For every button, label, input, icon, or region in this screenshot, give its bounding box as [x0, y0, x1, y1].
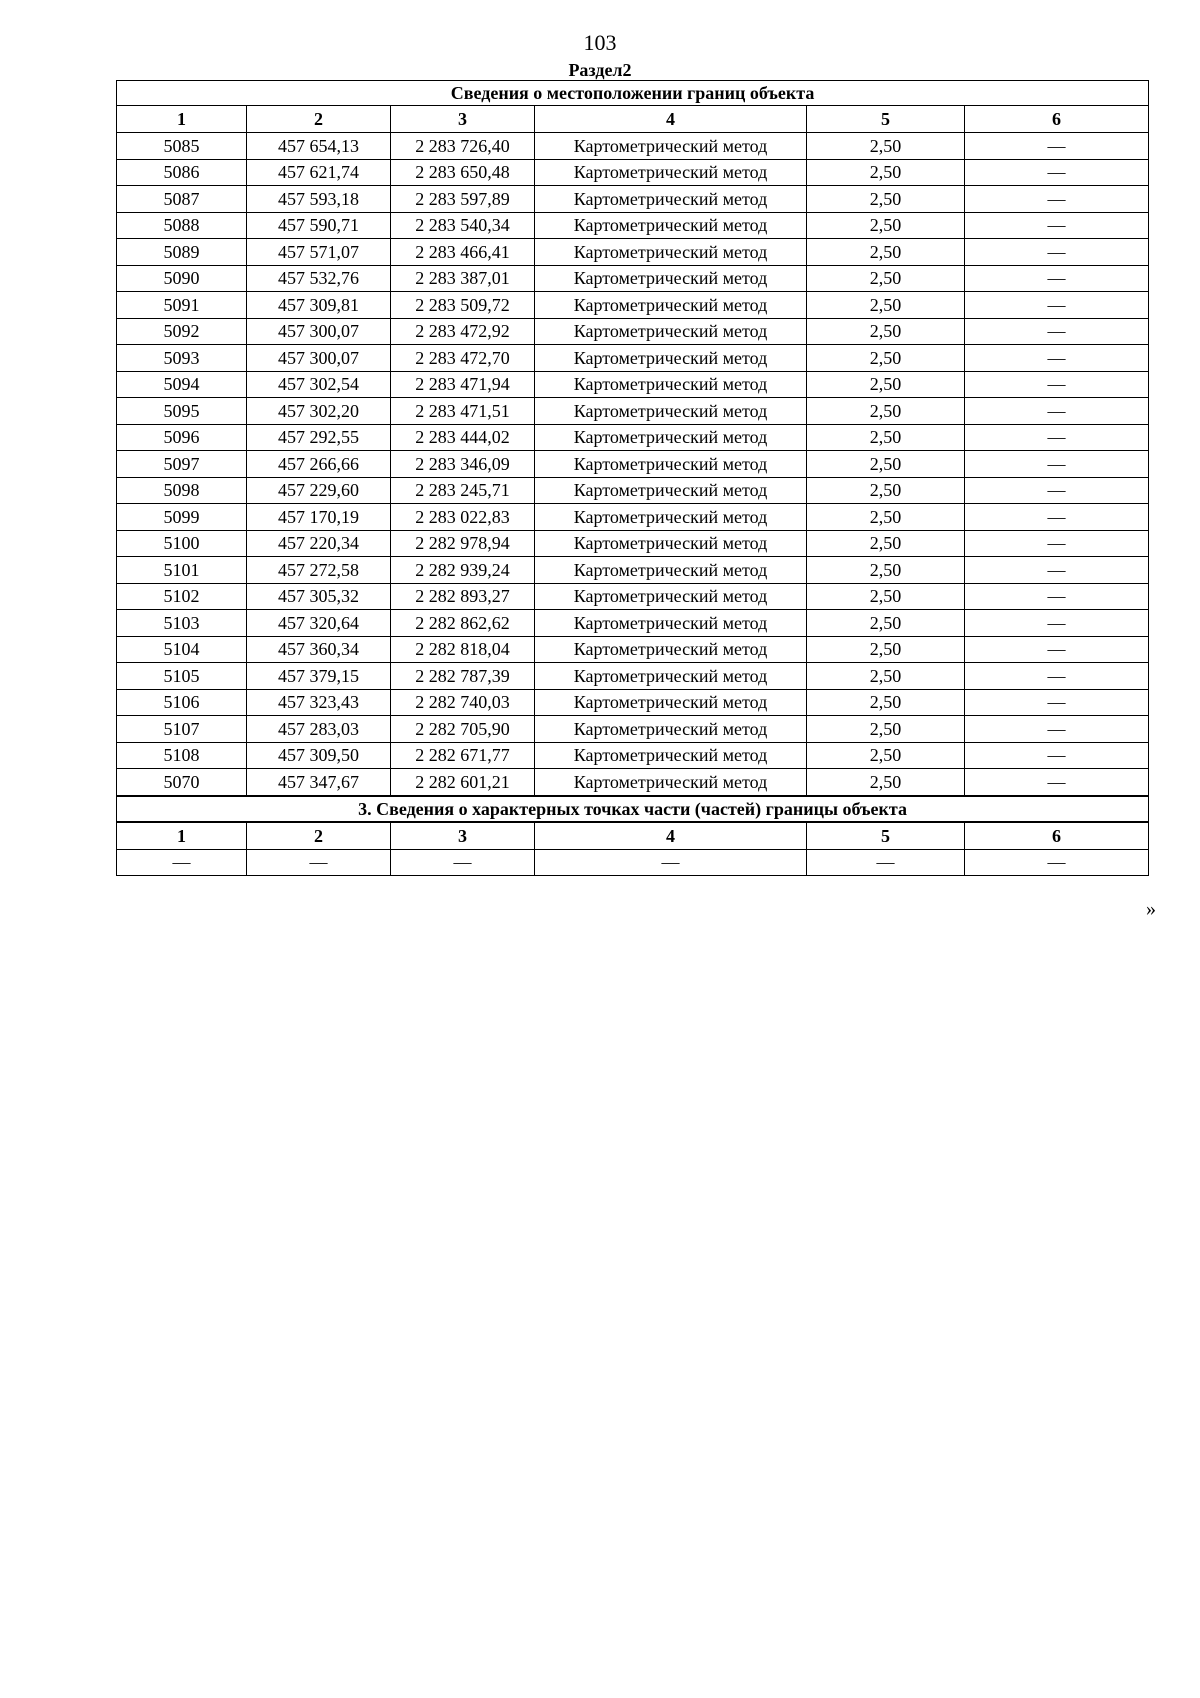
table-cell: 2,50 [807, 159, 965, 186]
table-cell: 2,50 [807, 212, 965, 239]
table-cell: Картометрический метод [535, 239, 807, 266]
column-number: 6 [965, 106, 1149, 133]
table1-title: Сведения о местоположении границ объекта [117, 81, 1149, 106]
table-cell: Картометрический метод [535, 345, 807, 372]
column-number: 6 [965, 822, 1149, 850]
table-cell: Картометрический метод [535, 769, 807, 796]
table-cell: — [965, 636, 1149, 663]
column-number: 1 [117, 822, 247, 850]
table-cell: 2 282 862,62 [391, 610, 535, 637]
table-cell: 2,50 [807, 265, 965, 292]
table-cell: 457 379,15 [247, 663, 391, 690]
table-cell: 2 282 787,39 [391, 663, 535, 690]
table-cell: 5092 [117, 318, 247, 345]
table-cell: — [965, 689, 1149, 716]
table-cell: 5103 [117, 610, 247, 637]
table-cell: — [965, 292, 1149, 319]
table-row [117, 504, 1149, 531]
table-cell: — [807, 849, 965, 876]
table-cell: 5105 [117, 663, 247, 690]
column-number: 3 [391, 106, 535, 133]
table-cell: — [965, 477, 1149, 504]
table-cell: 5094 [117, 371, 247, 398]
table-cell: 5100 [117, 530, 247, 557]
table-row [117, 742, 1149, 769]
table2-column-numbers [117, 822, 1149, 850]
table-row [117, 292, 1149, 319]
table-cell: 2,50 [807, 477, 965, 504]
table-cell: 457 571,07 [247, 239, 391, 266]
table-cell: Картометрический метод [535, 371, 807, 398]
table-row [117, 318, 1149, 345]
table-row [117, 265, 1149, 292]
table-cell: 2 282 705,90 [391, 716, 535, 743]
table-cell: 5086 [117, 159, 247, 186]
table-row [117, 636, 1149, 663]
table-cell: 2,50 [807, 716, 965, 743]
table-cell: 457 593,18 [247, 186, 391, 213]
table-cell: — [965, 557, 1149, 584]
table-row [117, 769, 1149, 796]
table-row [117, 133, 1149, 160]
table-cell: Картометрический метод [535, 265, 807, 292]
table-cell: 457 323,43 [247, 689, 391, 716]
table-cell: — [965, 159, 1149, 186]
table-cell: Картометрический метод [535, 477, 807, 504]
table-cell: 457 292,55 [247, 424, 391, 451]
table-cell: 2 282 740,03 [391, 689, 535, 716]
table-cell: 2 283 022,83 [391, 504, 535, 531]
table-cell: 2 282 939,24 [391, 557, 535, 584]
table-cell: Картометрический метод [535, 159, 807, 186]
table-cell: Картометрический метод [535, 318, 807, 345]
table-cell: 5070 [117, 769, 247, 796]
table-row [117, 530, 1149, 557]
table-cell: 2 282 601,21 [391, 769, 535, 796]
table-cell: Картометрический метод [535, 398, 807, 425]
table-cell: 2,50 [807, 424, 965, 451]
table-row [117, 610, 1149, 637]
table-cell: — [965, 504, 1149, 531]
table-cell: — [965, 610, 1149, 637]
table-cell: Картометрический метод [535, 504, 807, 531]
table-row [117, 212, 1149, 239]
table-cell: — [965, 742, 1149, 769]
column-number: 4 [535, 106, 807, 133]
table-cell: Картометрический метод [535, 689, 807, 716]
table-cell: 2,50 [807, 636, 965, 663]
column-number: 5 [807, 822, 965, 850]
table-cell: Картометрический метод [535, 663, 807, 690]
column-number: 4 [535, 822, 807, 850]
table-row [117, 451, 1149, 478]
table-cell: 457 302,20 [247, 398, 391, 425]
boundary-table [116, 80, 1149, 876]
table-cell: 457 347,67 [247, 769, 391, 796]
table-cell: 457 590,71 [247, 212, 391, 239]
table-cell: 2 282 893,27 [391, 583, 535, 610]
table-cell: Картометрический метод [535, 742, 807, 769]
table-cell: 457 283,03 [247, 716, 391, 743]
table-row [117, 663, 1149, 690]
table-row [117, 371, 1149, 398]
table-cell: 2 283 346,09 [391, 451, 535, 478]
table-cell: Картометрический метод [535, 292, 807, 319]
table-cell: 2 282 978,94 [391, 530, 535, 557]
table-cell: 457 229,60 [247, 477, 391, 504]
table-cell: 2,50 [807, 451, 965, 478]
table-cell: 2,50 [807, 742, 965, 769]
column-number: 3 [391, 822, 535, 850]
table-cell: 2 283 472,92 [391, 318, 535, 345]
table-cell: — [965, 583, 1149, 610]
table-cell: — [965, 212, 1149, 239]
table-row [117, 557, 1149, 584]
table-cell: 2,50 [807, 239, 965, 266]
table-cell: 5097 [117, 451, 247, 478]
table-row [117, 849, 1149, 876]
table-cell: — [965, 371, 1149, 398]
table-cell: 2,50 [807, 186, 965, 213]
table-cell: — [965, 345, 1149, 372]
table-cell: 457 654,13 [247, 133, 391, 160]
table-cell: 457 621,74 [247, 159, 391, 186]
table-cell: 457 320,64 [247, 610, 391, 637]
table-cell: — [965, 318, 1149, 345]
table-cell: — [965, 663, 1149, 690]
table-cell: 5090 [117, 265, 247, 292]
table-cell: 2,50 [807, 689, 965, 716]
table-cell: Картометрический метод [535, 530, 807, 557]
table-cell: — [247, 849, 391, 876]
table-cell: 5089 [117, 239, 247, 266]
table-cell: 5101 [117, 557, 247, 584]
column-number: 2 [247, 822, 391, 850]
table-cell: 2 283 471,51 [391, 398, 535, 425]
table-cell: 2 283 650,48 [391, 159, 535, 186]
table-cell: 2,50 [807, 292, 965, 319]
page-number: 103 [583, 30, 617, 55]
table-cell: 5091 [117, 292, 247, 319]
table1-title-row [117, 81, 1149, 106]
table-row [117, 159, 1149, 186]
table-cell: 2,50 [807, 769, 965, 796]
table-cell: 5108 [117, 742, 247, 769]
table-cell: 2,50 [807, 663, 965, 690]
table-row [117, 477, 1149, 504]
table-cell: — [965, 530, 1149, 557]
table-cell: 2 283 466,41 [391, 239, 535, 266]
table-cell: 2,50 [807, 610, 965, 637]
table-cell: 5098 [117, 477, 247, 504]
table-cell: 2,50 [807, 530, 965, 557]
table-cell: 457 302,54 [247, 371, 391, 398]
table-cell: 5088 [117, 212, 247, 239]
table-cell: 2,50 [807, 583, 965, 610]
table-cell: — [535, 849, 807, 876]
table-cell: — [965, 239, 1149, 266]
table-cell: — [117, 849, 247, 876]
table-cell: Картометрический метод [535, 133, 807, 160]
table-row [117, 239, 1149, 266]
table-cell: 457 360,34 [247, 636, 391, 663]
table-cell: 5099 [117, 504, 247, 531]
table-cell: — [965, 849, 1149, 876]
table-row [117, 716, 1149, 743]
column-number: 5 [807, 106, 965, 133]
table-row [117, 398, 1149, 425]
table-cell: Картометрический метод [535, 610, 807, 637]
section-title: Раздел2 [568, 60, 632, 80]
table-cell: 2,50 [807, 371, 965, 398]
table-cell: 457 532,76 [247, 265, 391, 292]
table-cell: 2 283 472,70 [391, 345, 535, 372]
table-cell: 2 283 245,71 [391, 477, 535, 504]
table-cell: — [965, 133, 1149, 160]
table-cell: 457 300,07 [247, 345, 391, 372]
table-cell: 2 283 597,89 [391, 186, 535, 213]
table-cell: 457 220,34 [247, 530, 391, 557]
table-cell: 2,50 [807, 133, 965, 160]
table1-column-numbers [117, 106, 1149, 133]
table2-title: 3. Сведения о характерных точках части (частей) границы объекта [117, 796, 1149, 822]
table-cell: — [965, 265, 1149, 292]
table-cell: 2 283 444,02 [391, 424, 535, 451]
table-cell: 2 282 818,04 [391, 636, 535, 663]
table-cell: 5093 [117, 345, 247, 372]
table-cell: 2,50 [807, 345, 965, 372]
table-cell: 2 283 387,01 [391, 265, 535, 292]
table-cell: 457 266,66 [247, 451, 391, 478]
table-cell: 5107 [117, 716, 247, 743]
table-cell: 5095 [117, 398, 247, 425]
column-number: 1 [117, 106, 247, 133]
table-cell: Картометрический метод [535, 186, 807, 213]
table-cell: 457 305,32 [247, 583, 391, 610]
table-cell: — [965, 769, 1149, 796]
table-cell: 5087 [117, 186, 247, 213]
table2-title-row [117, 796, 1149, 822]
column-number: 2 [247, 106, 391, 133]
table-row [117, 424, 1149, 451]
table-cell: 2,50 [807, 557, 965, 584]
table-cell: 2,50 [807, 398, 965, 425]
table-cell: 2,50 [807, 318, 965, 345]
table-cell: Картометрический метод [535, 212, 807, 239]
table-cell: — [965, 716, 1149, 743]
table-cell: — [965, 451, 1149, 478]
table-cell: Картометрический метод [535, 716, 807, 743]
table-cell: Картометрический метод [535, 583, 807, 610]
table-cell: 457 170,19 [247, 504, 391, 531]
table-cell: 457 309,81 [247, 292, 391, 319]
table-cell: Картометрический метод [535, 424, 807, 451]
table-body [117, 81, 1149, 876]
table-cell: — [391, 849, 535, 876]
table-cell: 5096 [117, 424, 247, 451]
table-row [117, 345, 1149, 372]
table-cell: 457 300,07 [247, 318, 391, 345]
table-cell: 5102 [117, 583, 247, 610]
table-cell: 5106 [117, 689, 247, 716]
table-cell: 2,50 [807, 504, 965, 531]
table-cell: Картометрический метод [535, 557, 807, 584]
table-cell: 5085 [117, 133, 247, 160]
table-cell: 2 282 671,77 [391, 742, 535, 769]
table-cell: 2 283 540,34 [391, 212, 535, 239]
table-cell: 2 283 726,40 [391, 133, 535, 160]
table-row [117, 689, 1149, 716]
table-cell: 2 283 509,72 [391, 292, 535, 319]
table-cell: — [965, 424, 1149, 451]
table-row [117, 583, 1149, 610]
table-cell: 457 309,50 [247, 742, 391, 769]
table-cell: Картометрический метод [535, 636, 807, 663]
table-cell: 457 272,58 [247, 557, 391, 584]
table-cell: — [965, 398, 1149, 425]
table-cell: Картометрический метод [535, 451, 807, 478]
table-row [117, 186, 1149, 213]
closing-quote: » [1146, 898, 1156, 920]
table-cell: — [965, 186, 1149, 213]
table-cell: 5104 [117, 636, 247, 663]
table-cell: 2 283 471,94 [391, 371, 535, 398]
